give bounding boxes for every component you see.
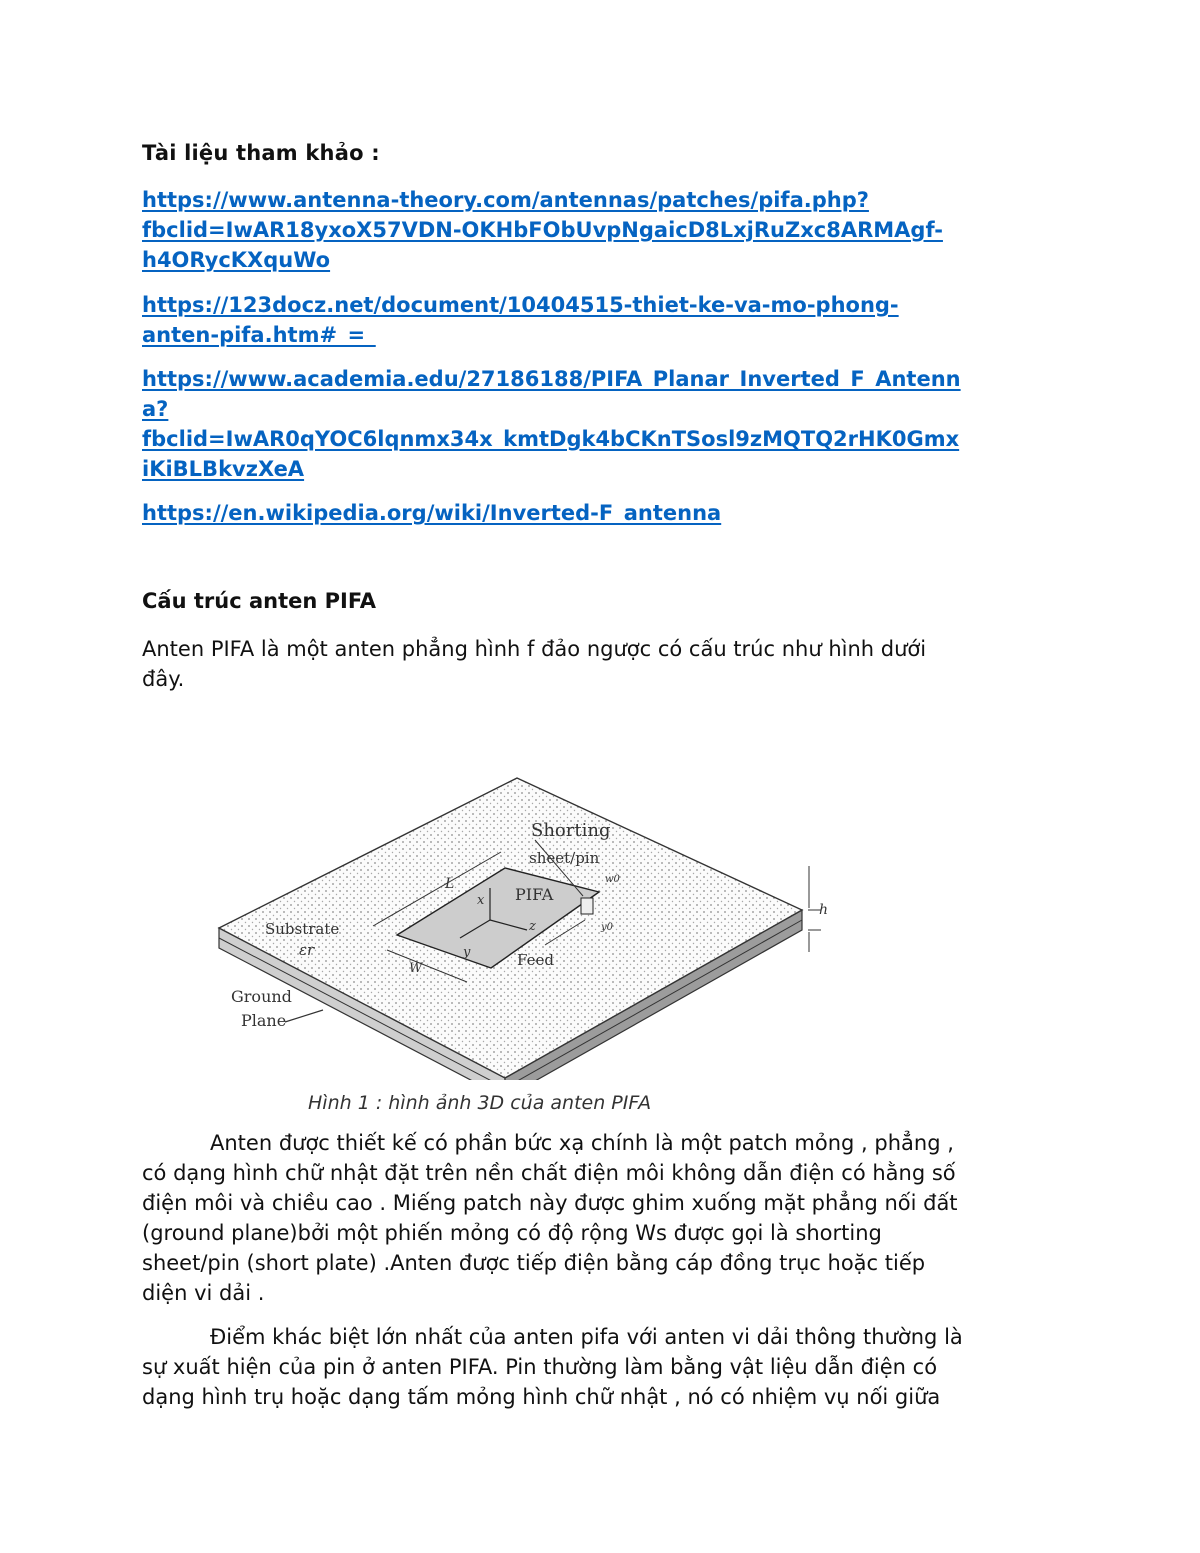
label-x: x xyxy=(477,893,485,908)
body-paragraph-2 xyxy=(142,1322,963,1412)
link-line: https://www.antenna-theory.com/antennas/patches/pifa.php? xyxy=(142,188,869,212)
text-line: dạng hình trụ hoặc dạng tấm mỏng hình chữ nhật , nó có nhiệm vụ nối giữa xyxy=(142,1385,941,1409)
link-line: h4ORycKXquWo xyxy=(142,248,331,272)
label-z: z xyxy=(529,919,536,934)
link-line: https://en.wikipedia.org/wiki/Inverted-F_antenna xyxy=(142,501,722,525)
reference-link-123docz[interactable] xyxy=(142,290,899,350)
text-line: điện môi và chiều cao . Miếng patch này được ghim xuống mặt phẳng nối đất xyxy=(142,1191,958,1215)
text-line: có dạng hình chữ nhật đặt trên nền chất điện môi không dẫn điện có hằng số xyxy=(142,1161,956,1185)
intro-paragraph xyxy=(142,634,926,694)
pifa-3d-figure xyxy=(205,770,855,1080)
text-line: sự xuất hiện của pin ở anten PIFA. Pin thường làm bằng vật liệu dẫn điện có xyxy=(142,1355,938,1379)
text-line: sheet/pin (short plate) .Anten được tiếp điện bằng cáp đồng trục hoặc tiếp xyxy=(142,1251,926,1275)
link-line: https://123docz.net/document/10404515-thiet-ke-va-mo-phong- xyxy=(142,293,899,317)
body-paragraph-1 xyxy=(142,1128,958,1308)
reference-link-wikipedia[interactable] xyxy=(142,498,721,528)
text-line: (ground plane)bởi một phiến mỏng có độ rộng Ws được gọi là shorting xyxy=(142,1221,882,1245)
text-line: Anten được thiết kế có phần bức xạ chính là một patch mỏng , phẳng , xyxy=(210,1131,954,1155)
text-line: đây. xyxy=(142,667,185,691)
link-line: fbclid=IwAR0qYOC6lqnmx34x_kmtDgk4bCKnTSosl9zMQTQ2rHK0Gmx xyxy=(142,427,960,451)
link-line: a? xyxy=(142,397,169,421)
reference-link-academia[interactable] xyxy=(142,364,961,484)
section-heading: Cấu trúc anten PIFA xyxy=(142,589,377,613)
label-pifa: PIFA xyxy=(515,885,554,904)
pifa-diagram xyxy=(205,770,855,1080)
label-ground: Ground xyxy=(231,987,292,1006)
text-line: Anten PIFA là một anten phẳng hình f đảo ngược có cấu trúc như hình dưới xyxy=(142,637,927,661)
label-epsilon: εr xyxy=(299,941,315,959)
label-W: W xyxy=(409,961,423,976)
label-L: L xyxy=(445,876,455,892)
references-heading: Tài liệu tham khảo : xyxy=(142,141,380,165)
link-line: iKiBLBkvzXeA xyxy=(142,457,305,481)
label-y0: y0 xyxy=(601,922,614,933)
label-plane: Plane xyxy=(241,1011,287,1030)
link-line: fbclid=IwAR18yxoX57VDN-OKHbFObUvpNgaicD8LxjRuZxc8ARMAgf- xyxy=(142,218,943,242)
reference-link-antenna-theory[interactable] xyxy=(142,185,943,275)
shorting-pin xyxy=(581,898,593,914)
text-line: diện vi dải . xyxy=(142,1281,265,1305)
label-shorting: Shorting xyxy=(531,820,611,841)
label-feed: Feed xyxy=(517,951,554,969)
link-line: https://www.academia.edu/27186188/PIFA_Planar_Inverted_F_Antenn xyxy=(142,367,961,391)
text-line: Điểm khác biệt lớn nhất của anten pifa với anten vi dải thông thường là xyxy=(210,1325,963,1349)
label-w0: w0 xyxy=(605,874,620,885)
label-sheet-pin: sheet/pin xyxy=(529,849,600,867)
label-y: y xyxy=(463,945,471,960)
link-line: anten-pifa.htm#_=_ xyxy=(142,323,376,347)
label-h: h xyxy=(819,902,829,918)
figure-caption: Hình 1 : hình ảnh 3D của anten PIFA xyxy=(308,1092,652,1114)
label-substrate: Substrate xyxy=(265,920,340,938)
